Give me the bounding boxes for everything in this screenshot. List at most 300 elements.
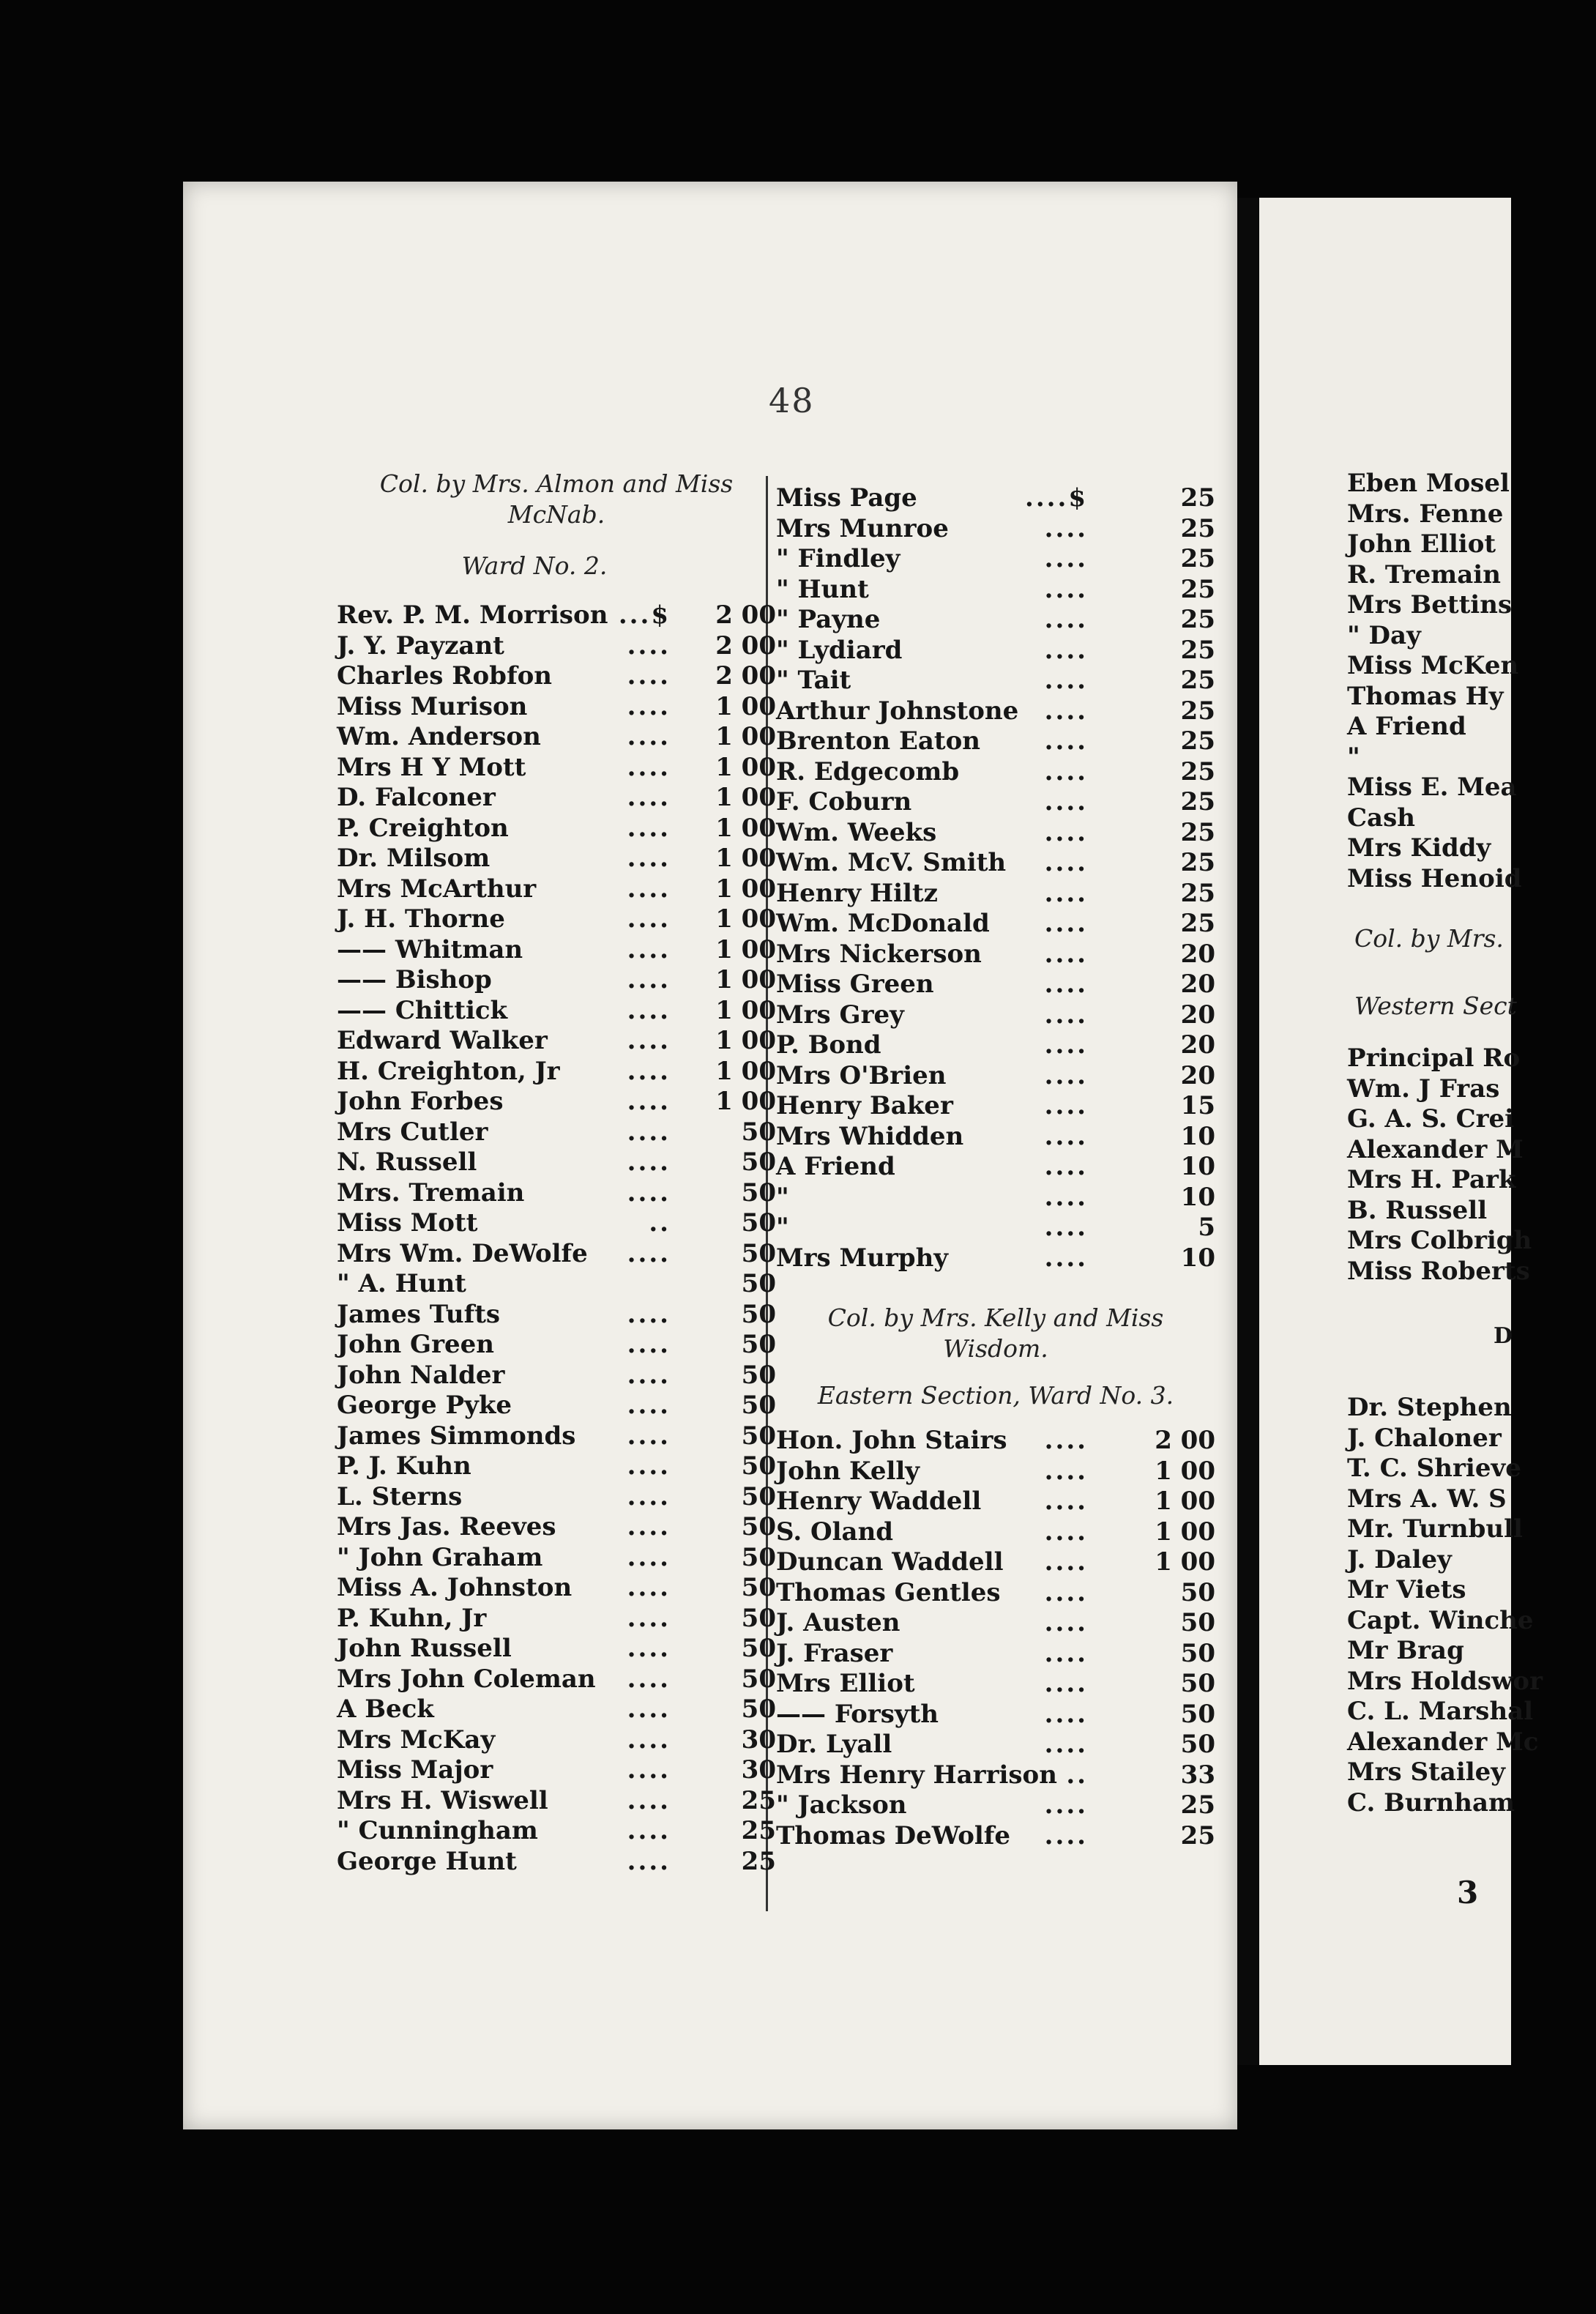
leader-dots: .... — [1044, 574, 1088, 604]
leader-dots: .... — [627, 691, 671, 721]
leader-dots: .... — [627, 1451, 671, 1481]
subscriber-row — [337, 814, 776, 844]
subscriber-name: " — [776, 1182, 789, 1212]
subscriber-name: John Nalder — [337, 1360, 505, 1390]
subscriber-row — [776, 544, 1215, 575]
leader-dots: .... — [1044, 1820, 1088, 1850]
leader-dots: .... — [627, 874, 671, 904]
leader-dots: .... — [1044, 1060, 1088, 1090]
subscriber-row — [337, 1694, 776, 1725]
leader-dots: .... — [627, 813, 671, 843]
subscription-amount: 1 00 — [715, 1087, 776, 1116]
subscription-amount: 1 00 — [1155, 1487, 1215, 1516]
subscriber-name: Mrs H. Wiswell — [337, 1785, 548, 1815]
subscription-amount: 50 — [741, 1512, 776, 1541]
adjacent-line: B. Russell — [1347, 1195, 1488, 1225]
subscriber-row — [337, 1147, 776, 1178]
subscription-amount: 30 — [741, 1755, 776, 1785]
leader-dots: .... — [627, 1664, 671, 1694]
leader-dots: .... — [1044, 1608, 1088, 1637]
subscriber-name: D. Falconer — [337, 783, 496, 812]
subscriber-row — [776, 1091, 1215, 1122]
subscription-amount: 1 00 — [715, 722, 776, 751]
leader-dots: .... — [1044, 1091, 1088, 1120]
leader-dots: .... — [627, 722, 671, 751]
subscriber-name: Mrs O'Brien — [776, 1060, 947, 1090]
leader-dots: .... — [1044, 696, 1088, 726]
leader-dots: .. — [649, 1208, 671, 1238]
adjacent-line: J. Daley — [1347, 1544, 1452, 1574]
subscriber-list — [337, 600, 776, 1877]
leader-dots: .... — [1044, 1456, 1088, 1486]
collector-heading-cont: McNab. — [507, 500, 605, 529]
adjacent-line: J. Chaloner — [1347, 1423, 1502, 1453]
subscriber-row — [776, 940, 1215, 970]
subscriber-name: P. Bond — [776, 1030, 881, 1060]
subscriber-name: " Findley — [776, 544, 900, 573]
leader-dots: .... — [1044, 544, 1088, 573]
leader-dots: .... — [627, 1087, 671, 1116]
subscription-amount: 25 — [1180, 848, 1215, 877]
adjacent-line: Dr. Stephen — [1347, 1393, 1512, 1422]
adjacent-section-heading: Western Sect — [1354, 992, 1517, 1020]
subscription-amount: 20 — [1180, 1000, 1215, 1030]
leader-dots: .... — [1044, 1730, 1088, 1759]
subscriber-name: " Tait — [776, 666, 851, 695]
subscription-amount: 20 — [1180, 970, 1215, 999]
subscriber-row — [776, 1122, 1215, 1153]
collector-heading: Col. by Mrs. Kelly and Miss — [827, 1303, 1164, 1332]
subscriber-name: Rev. P. M. Morrison — [337, 600, 608, 630]
leader-dots: .... — [627, 995, 671, 1025]
adjacent-fragment: D — [1494, 1323, 1513, 1349]
subscriber-name: P. Kuhn, Jr — [337, 1603, 487, 1633]
subscription-amount: 25 — [1180, 817, 1215, 847]
subscriber-name: Miss Major — [337, 1755, 493, 1785]
subscription-amount: 1 00 — [715, 844, 776, 873]
subscription-amount: 1 00 — [715, 813, 776, 843]
leader-dots: .... — [1044, 909, 1088, 938]
subscriber-row — [776, 1000, 1215, 1031]
subscription-amount: 50 — [1180, 1730, 1215, 1759]
subscriber-row — [776, 514, 1215, 545]
subscriber-name: J. H. Thorne — [337, 904, 505, 934]
leader-dots: .... — [1044, 1669, 1088, 1698]
adjacent-line: Mr Viets — [1347, 1575, 1466, 1604]
subscription-amount: 50 — [741, 1391, 776, 1420]
subscriber-name: George Pyke — [337, 1391, 512, 1420]
subscriber-name: S. Oland — [776, 1517, 894, 1547]
subscriber-name: John Forbes — [337, 1087, 504, 1116]
subscriber-row — [337, 874, 776, 905]
leader-dots: .... — [627, 1147, 671, 1177]
subscriber-name: " Hunt — [776, 574, 869, 604]
subscription-amount: 25 — [1180, 544, 1215, 573]
subscription-amount: 50 — [741, 1299, 776, 1329]
subscriber-row — [337, 844, 776, 874]
subscription-amount: 10 — [1180, 1152, 1215, 1181]
subscription-amount: 1 00 — [715, 995, 776, 1025]
subscriber-row — [337, 1604, 776, 1634]
subscriber-name: " A. Hunt — [337, 1269, 466, 1298]
subscription-amount: 25 — [1180, 909, 1215, 938]
adjacent-line: Mrs Kiddy — [1347, 833, 1491, 863]
subscriber-name: John Russell — [337, 1634, 512, 1663]
leader-dots: .... — [627, 965, 671, 994]
subscriber-row — [337, 1451, 776, 1482]
subscriber-row — [337, 1573, 776, 1604]
subscriber-row — [337, 1664, 776, 1695]
subscriber-row — [337, 1269, 776, 1300]
adjacent-line: Capt. Winche — [1347, 1605, 1534, 1635]
leader-dots: .... — [1044, 666, 1088, 695]
adjacent-line: Mrs H. Park — [1347, 1165, 1516, 1194]
subscription-amount: 2 00 — [715, 661, 776, 691]
leader-dots: .. — [1066, 1760, 1088, 1790]
subscriber-row — [776, 970, 1215, 1000]
subscriber-name: R. Edgecomb — [776, 756, 960, 786]
subscriber-row — [776, 848, 1215, 879]
subscriber-name: Arthur Johnstone — [776, 696, 1019, 726]
leader-dots: .... — [627, 934, 671, 964]
subscriber-name: Wm. Anderson — [337, 722, 541, 751]
leader-dots: .... — [1044, 817, 1088, 847]
adjacent-page-text — [1347, 469, 1596, 1818]
subscriber-row — [776, 1517, 1215, 1548]
subscriber-row — [337, 904, 776, 935]
subscriber-name: John Kelly — [776, 1456, 920, 1486]
subscriber-name: Henry Hiltz — [776, 878, 938, 908]
subscriber-row — [776, 787, 1215, 818]
subscription-amount: 25 — [741, 1785, 776, 1815]
subscription-amount: 25 — [1180, 756, 1215, 786]
adjacent-line: John Elliot — [1347, 529, 1496, 559]
leader-dots: .... — [627, 1056, 671, 1086]
subscriber-name: Henry Baker — [776, 1091, 953, 1120]
leader-dots: .... — [627, 752, 671, 782]
subscriber-name: " Payne — [776, 605, 881, 634]
subscription-amount: 25 — [1180, 605, 1215, 634]
subscriber-name: Mrs Munroe — [776, 513, 949, 543]
subscriber-name: J. Austen — [776, 1608, 900, 1637]
subscriber-name: Henry Waddell — [776, 1487, 982, 1516]
subscriber-row — [337, 692, 776, 723]
adjacent-line: Mr Brag — [1347, 1636, 1464, 1665]
subscriber-name: Mrs McKay — [337, 1725, 496, 1755]
subscriber-name: George Hunt — [337, 1846, 517, 1876]
subscriber-row — [337, 1512, 776, 1543]
subscriber-name: John Green — [337, 1330, 494, 1359]
subscription-amount: 50 — [741, 1117, 776, 1147]
subscriber-name: Duncan Waddell — [776, 1547, 1004, 1577]
adjacent-line: Mrs. Fenne — [1347, 499, 1504, 529]
subscription-amount: 25 — [1180, 878, 1215, 908]
subscriber-name: Wm. McDonald — [776, 909, 990, 938]
leader-dots: .... — [1044, 787, 1088, 816]
column-right — [776, 483, 1215, 1851]
subscription-amount: 50 — [741, 1664, 776, 1694]
subscriber-row — [337, 1816, 776, 1847]
subscriber-name: Mrs Henry Harrison — [776, 1760, 1057, 1790]
subscriber-row — [776, 666, 1215, 696]
leader-dots: .... — [627, 1421, 671, 1451]
subscriber-row — [337, 753, 776, 784]
subscriber-row — [776, 1760, 1215, 1791]
leader-dots: .... — [627, 904, 671, 934]
subscriber-row — [776, 1821, 1215, 1852]
leader-dots: .... — [1044, 970, 1088, 999]
collector-heading-cont: Wisdom. — [943, 1334, 1048, 1363]
leader-dots: .... — [627, 1512, 671, 1541]
leader-dots: .... — [627, 1330, 671, 1359]
subscription-amount: 2 00 — [715, 600, 776, 630]
adjacent-page — [1259, 198, 1543, 2065]
subscription-amount: 25 — [741, 1816, 776, 1845]
subscriber-name: Mrs McArthur — [337, 874, 537, 904]
subscription-amount: 25 — [1180, 574, 1215, 604]
collector-heading: Col. by Mrs. Almon and Miss — [379, 469, 734, 498]
subscriber-row — [337, 1300, 776, 1331]
subscription-amount: 25 — [741, 1846, 776, 1876]
subscriber-row — [337, 1543, 776, 1574]
adjacent-line: R. Tremain — [1347, 559, 1501, 589]
subscriber-row — [776, 1426, 1215, 1457]
subscriber-row — [776, 1030, 1215, 1061]
leader-dots: .... — [627, 1603, 671, 1633]
subscriber-name: Mrs. Tremain — [337, 1178, 525, 1208]
subscriber-row — [776, 1700, 1215, 1730]
subscription-amount: 50 — [741, 1147, 776, 1177]
subscriber-row — [337, 1117, 776, 1148]
subscriber-name: —— Chittick — [337, 995, 508, 1025]
subscriber-name: J. Y. Payzant — [337, 630, 504, 661]
subscription-amount: 1 00 — [715, 904, 776, 934]
subscriber-name: Mrs Murphy — [776, 1243, 949, 1273]
subscriber-row — [337, 1725, 776, 1756]
leader-dots: ....$ — [1024, 483, 1088, 513]
subscription-amount: 50 — [741, 1481, 776, 1511]
leader-dots: .... — [1044, 1182, 1088, 1212]
subscription-amount: 50 — [1180, 1699, 1215, 1729]
subscriber-row — [337, 1847, 776, 1878]
subscription-amount: 25 — [1180, 1820, 1215, 1850]
subscriber-row — [337, 1239, 776, 1270]
subscriber-name: " Cunningham — [337, 1816, 538, 1845]
leader-dots: .... — [1044, 756, 1088, 786]
subscription-amount: 50 — [741, 1269, 776, 1298]
book-gutter — [1237, 198, 1259, 2065]
subscriber-row — [337, 631, 776, 662]
adjacent-line: Miss McKen — [1347, 651, 1519, 680]
subscriber-name: Thomas DeWolfe — [776, 1820, 1011, 1850]
adjacent-line: Thomas Hy — [1347, 681, 1504, 711]
subscriber-row — [337, 1330, 776, 1361]
subscriber-row — [337, 965, 776, 996]
subscriber-row — [776, 1487, 1215, 1517]
subscriber-name: A Beck — [337, 1694, 434, 1724]
leader-dots: .... — [627, 1816, 671, 1845]
subscription-amount: 1 00 — [715, 1026, 776, 1055]
ward-heading: Ward No. 2. — [461, 551, 608, 580]
subscriber-name: Mrs Grey — [776, 1000, 904, 1030]
subscriber-name: Mrs Elliot — [776, 1669, 915, 1698]
subscriber-name: Miss Murison — [337, 691, 528, 721]
subscriber-row — [776, 1213, 1215, 1243]
subscriber-row — [776, 1061, 1215, 1092]
subscription-amount: 20 — [1180, 1060, 1215, 1090]
leader-dots: .... — [1044, 1121, 1088, 1151]
leader-dots: .... — [1044, 1517, 1088, 1547]
leader-dots: .... — [627, 783, 671, 812]
subscriber-row — [337, 1361, 776, 1391]
subscriber-row — [337, 783, 776, 814]
subscriber-name: —— Bishop — [337, 965, 492, 994]
subscriber-row — [776, 726, 1215, 757]
subscriber-row — [776, 909, 1215, 940]
leader-dots: .... — [627, 1694, 671, 1724]
adjacent-line: Alexander Mc — [1347, 1727, 1539, 1757]
subscriber-row — [776, 879, 1215, 909]
subscriber-name: Dr. Milsom — [337, 844, 491, 873]
leader-dots: .... — [627, 844, 671, 873]
leader-dots: .... — [627, 661, 671, 691]
leader-dots: .... — [627, 1391, 671, 1420]
subscriber-row — [776, 1669, 1215, 1700]
subscription-amount: 25 — [1180, 666, 1215, 695]
subscriber-row — [337, 1482, 776, 1513]
subscription-amount: 1 00 — [715, 1056, 776, 1086]
subscription-amount: 50 — [741, 1238, 776, 1268]
subscriber-row — [776, 1578, 1215, 1609]
adjacent-line: Mrs Stailey — [1347, 1757, 1506, 1787]
subscriber-row — [776, 1152, 1215, 1183]
subscriber-name: Mrs Wm. DeWolfe — [337, 1238, 588, 1268]
subscriber-name: Mrs H Y Mott — [337, 752, 526, 782]
leader-dots: .... — [1044, 1000, 1088, 1030]
subscription-amount: 50 — [741, 1421, 776, 1451]
leader-dots: .... — [627, 1026, 671, 1055]
subscriber-name: L. Sterns — [337, 1481, 463, 1511]
leader-dots: .... — [627, 1117, 671, 1147]
subscriber-name: " Lydiard — [776, 635, 903, 665]
subscriber-name: Charles Robfon — [337, 661, 552, 691]
subscriber-name: Hon. John Stairs — [776, 1426, 1007, 1455]
adjacent-line: Mrs Holdswor — [1347, 1666, 1543, 1696]
leader-dots: .... — [627, 1634, 671, 1663]
subscriber-name: Miss Page — [776, 483, 917, 513]
subscriber-row — [337, 935, 776, 966]
leader-dots: .... — [1044, 726, 1088, 756]
leader-dots: .... — [627, 1238, 671, 1268]
subscriber-name: " — [776, 1213, 789, 1242]
leader-dots: .... — [1044, 1213, 1088, 1242]
adjacent-page-number: 3 — [1457, 1875, 1479, 1911]
section-heading: Eastern Section, Ward No. 3. — [817, 1381, 1174, 1410]
subscription-amount: 25 — [1180, 726, 1215, 756]
adjacent-line: T. C. Shrieve — [1347, 1454, 1521, 1483]
subscriber-row — [337, 1391, 776, 1421]
subscriber-row — [776, 1639, 1215, 1670]
subscription-amount: 1 00 — [715, 691, 776, 721]
subscription-amount: 2 00 — [1155, 1426, 1215, 1455]
subscriber-name: Brenton Eaton — [776, 726, 980, 756]
subscription-amount: 25 — [1180, 513, 1215, 543]
subscription-amount: 2 00 — [715, 630, 776, 661]
subscriber-row — [776, 1243, 1215, 1274]
subscription-amount: 50 — [741, 1178, 776, 1208]
subscriber-name: A Friend — [776, 1152, 895, 1181]
leader-dots: .... — [1044, 848, 1088, 877]
leader-dots: .... — [1044, 1790, 1088, 1820]
subscriber-row — [337, 600, 776, 631]
subscriber-row — [337, 1755, 776, 1786]
subscriber-name: Mrs John Coleman — [337, 1664, 596, 1694]
subscriber-row — [337, 722, 776, 753]
subscriber-row — [776, 575, 1215, 606]
adjacent-line: Cash — [1347, 803, 1415, 833]
subscription-amount: 10 — [1180, 1182, 1215, 1212]
subscription-amount: 1 00 — [715, 752, 776, 782]
subscription-amount: 50 — [741, 1542, 776, 1572]
leader-dots: .... — [627, 1178, 671, 1208]
adjacent-line: " — [1347, 742, 1360, 772]
subscriber-name: Thomas Gentles — [776, 1577, 1001, 1607]
leader-dots: .... — [1044, 1487, 1088, 1516]
subscriber-row — [337, 1026, 776, 1057]
subscription-amount: 50 — [741, 1451, 776, 1481]
subscription-amount: 30 — [741, 1725, 776, 1755]
subscriber-name: —— Whitman — [337, 934, 523, 964]
subscription-amount: 25 — [1180, 635, 1215, 665]
leader-dots: .... — [627, 1846, 671, 1876]
leader-dots: .... — [1044, 1699, 1088, 1729]
subscriber-row — [776, 1790, 1215, 1821]
subscriber-row — [776, 483, 1215, 514]
subscriber-name: P. J. Kuhn — [337, 1451, 471, 1481]
subscriber-row — [337, 661, 776, 692]
adjacent-line: C. L. Marshal — [1347, 1697, 1534, 1726]
subscriber-row — [776, 605, 1215, 636]
subscription-amount: 50 — [741, 1330, 776, 1359]
subscription-amount: 50 — [1180, 1669, 1215, 1698]
subscriber-name: Miss A. Johnston — [337, 1573, 573, 1602]
leader-dots: .... — [1044, 1547, 1088, 1577]
adjacent-line: C. Burnham — [1347, 1787, 1515, 1818]
subscription-amount: 1 00 — [1155, 1456, 1215, 1486]
subscription-amount: 10 — [1180, 1121, 1215, 1151]
subscriber-row — [337, 1421, 776, 1452]
subscriber-row — [337, 1057, 776, 1087]
subscription-amount: 33 — [1180, 1760, 1215, 1790]
adjacent-line: Wm. J Fras — [1347, 1074, 1500, 1104]
subscriber-name: Miss Mott — [337, 1208, 478, 1238]
subscription-amount: 50 — [741, 1634, 776, 1663]
leader-dots: .... — [1044, 1030, 1088, 1060]
subscription-amount: 50 — [741, 1603, 776, 1633]
subscriber-name: " Jackson — [776, 1790, 907, 1820]
leader-dots: .... — [627, 1785, 671, 1815]
leader-dots: .... — [1044, 1638, 1088, 1668]
adjacent-line: " Day — [1347, 620, 1421, 650]
subscriber-name: P. Creighton — [337, 813, 509, 843]
subscriber-row — [337, 1178, 776, 1209]
subscriber-name: Dr. Lyall — [776, 1730, 892, 1759]
leader-dots: .... — [1044, 1243, 1088, 1273]
subscriber-row — [776, 1608, 1215, 1639]
leader-dots: .... — [1044, 513, 1088, 543]
leader-dots: .... — [1044, 878, 1088, 908]
subscription-amount: 50 — [1180, 1638, 1215, 1668]
